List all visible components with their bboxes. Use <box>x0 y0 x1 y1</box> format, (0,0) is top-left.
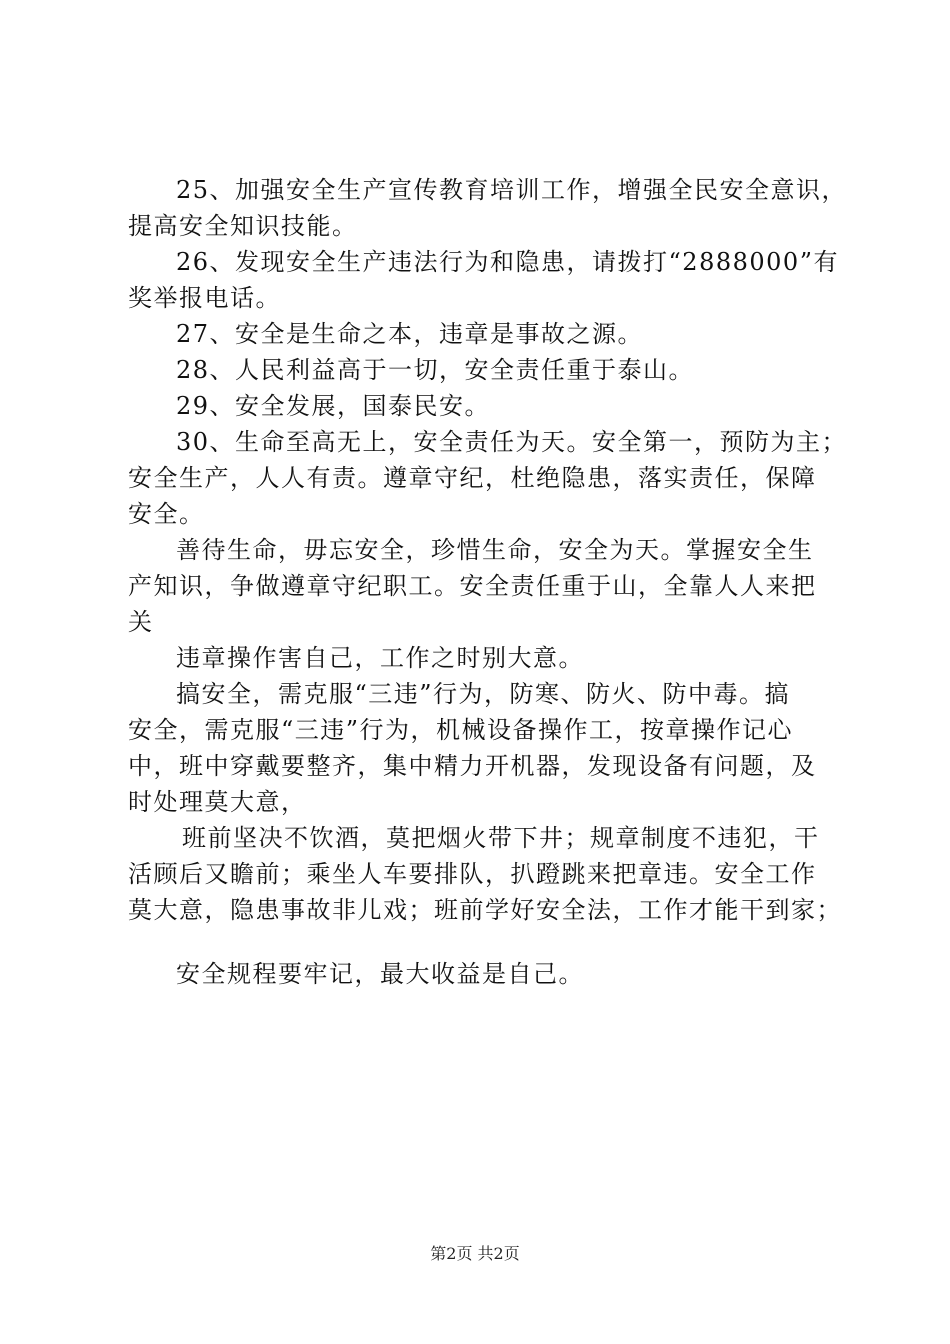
paragraph-cherish-life: 善待生命，毋忘安全，珍惜生命，安全为天。掌握安全生 产知识，争做遵章守纪职工。安全责任重于山，全靠人人来把 关 <box>128 536 817 636</box>
paragraph-26: 26、发现安全生产违法行为和隐患，请拨打“2888000”有 奖举报电话。 <box>128 248 839 312</box>
paragraph-25: 25、加强安全生产宣传教育培训工作，增强全民安全意识， 提高安全知识技能。 <box>128 176 848 240</box>
paragraph-violation-warning: 违章操作害自己，工作之时别大意。 <box>176 644 584 672</box>
paragraph-30: 30、生命至高无上，安全责任为天。安全第一，预防为主； 安全生产，人人有责。遵章守纪，杜绝隐患，落实责任，保障 安全。 <box>128 428 848 528</box>
page-footer <box>0 1243 950 1265</box>
paragraph-three-violations: 搞安全，需克服“三违”行为，防寒、防火、防中毒。搞 安全，需克服“三违”行为，机械设备操作工，按章操作记心 中，班中穿戴要整齐，集中精力开机器，发现设备有问题，及 时处理莫大意， <box>128 680 817 816</box>
paragraph-28: 28、人民利益高于一切，安全责任重于泰山。 <box>176 356 695 384</box>
paragraph-safety-rules: 安全规程要牢记，最大收益是自己。 <box>176 960 584 988</box>
document-body <box>128 172 850 992</box>
paragraph-before-shift: 班前坚决不饮酒，莫把烟火带下井；规章制度不违犯，干 活顾后又瞻前；乘坐人车要排队，扒蹬跳来把章违。安全工作 莫大意，隐患事故非儿戏；班前学好安全法，工作才能干到家； <box>128 824 842 924</box>
page-number-label: 第2页 共2页 <box>430 1244 520 1263</box>
paragraph-29: 29、安全发展，国泰民安。 <box>176 392 491 420</box>
paragraph-27: 27、安全是生命之本，违章是事故之源。 <box>176 320 644 348</box>
